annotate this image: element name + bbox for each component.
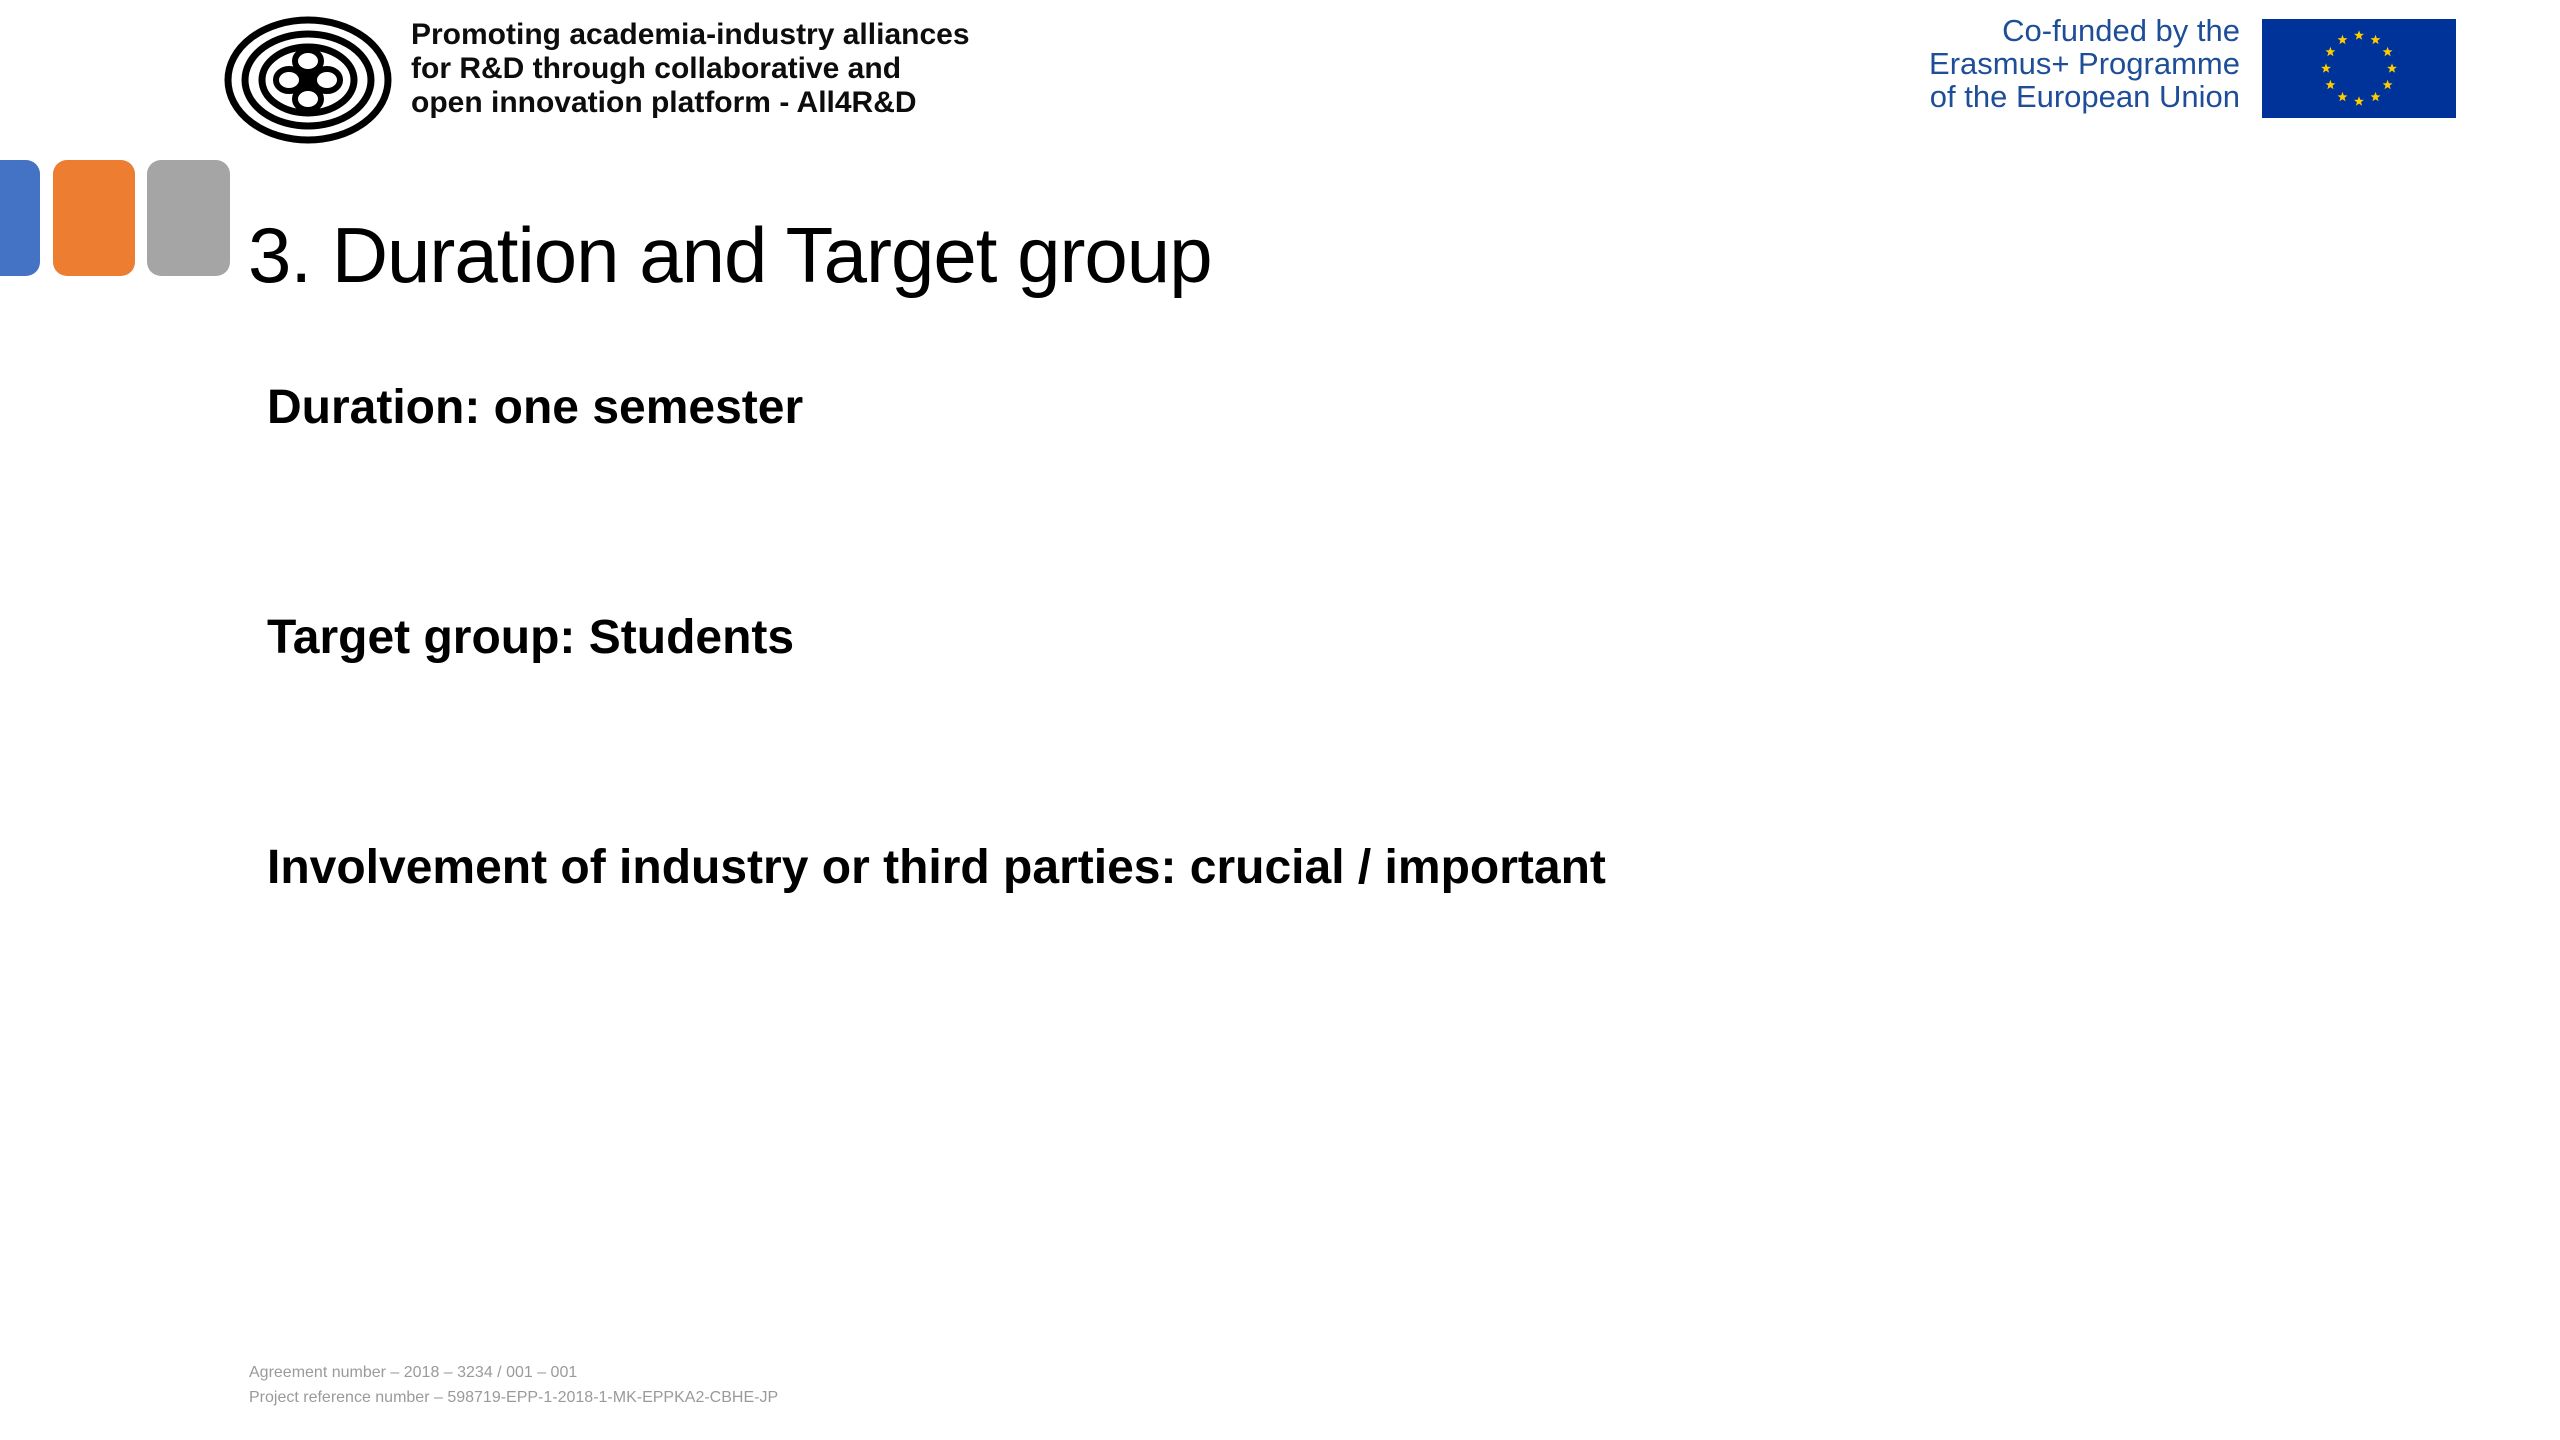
all4rd-logo-icon xyxy=(223,15,393,145)
eu-flag-icon xyxy=(2262,19,2456,118)
content-duration: Duration: one semester xyxy=(267,381,804,434)
footer-agreement-number: Agreement number – 2018 – 3234 / 001 – 001 xyxy=(249,1364,578,1381)
slide-title: 3. Duration and Target group xyxy=(248,211,1212,299)
footer xyxy=(249,1360,778,1410)
tagline-line-1: Promoting academia-industry alliances xyxy=(411,18,970,51)
decorative-block-orange xyxy=(53,160,135,276)
tagline-line-3: open innovation platform - All4R&D xyxy=(411,86,917,119)
project-tagline xyxy=(411,18,1171,120)
footer-project-reference: Project reference number – 598719-EPP-1-2018-1-MK-EPPKA2-CBHE-JP xyxy=(249,1389,779,1406)
cofunded-line-1: Co-funded by the xyxy=(2002,13,2240,48)
content-industry-involvement: Involvement of industry or third parties: crucial / important xyxy=(267,841,1606,894)
cofunded-line-2: Erasmus+ Programme xyxy=(1929,46,2240,81)
content-target-group: Target group: Students xyxy=(267,611,795,664)
tagline-line-2: for R&D through collaborative and xyxy=(411,52,902,85)
cofunded-statement xyxy=(1790,14,2240,113)
decorative-block-gray xyxy=(147,160,230,276)
decorative-block-blue xyxy=(0,160,40,276)
cofunded-line-3: of the European Union xyxy=(1929,79,2240,114)
